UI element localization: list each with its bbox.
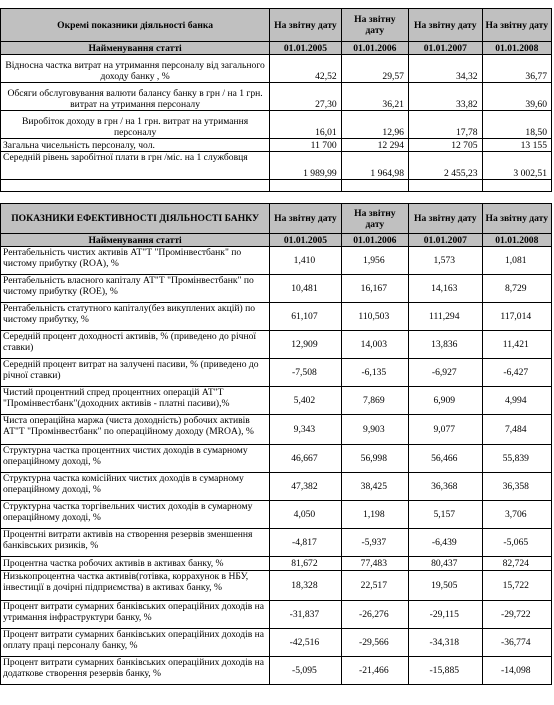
cell-value: 82,724	[482, 557, 551, 571]
table-row	[1, 473, 552, 501]
cell-value: 9,903	[341, 415, 408, 445]
column-header: На звітну дату	[482, 204, 551, 234]
cell-value: 3 002,51	[482, 152, 551, 180]
cell-value: 22,517	[341, 571, 408, 601]
table-row	[1, 111, 552, 139]
cell-value: 4,050	[270, 501, 342, 529]
cell-value: 9,343	[270, 415, 342, 445]
cell-value: 81,672	[270, 557, 342, 571]
cell-value: -6,427	[482, 359, 551, 387]
row-label: Процент витрати сумарних банківських операційних доходів на утримання інфраструктури банку, %	[1, 601, 270, 629]
row-label: Рентабельність статутного капіталу(без викуплених акцій) по чистому прибутку, %	[1, 303, 270, 331]
row-label: Чистий процентний спред процентних операцій АТ"Т "Промінвестбанк"(доходних активів - платні пасиви),%	[1, 387, 270, 415]
table-subheader-row	[1, 234, 552, 247]
cell-value: 36,358	[482, 473, 551, 501]
cell-value: 11,421	[482, 331, 551, 359]
row-label: Процент витрати сумарних банківських операційних доходів на оплату праці персоналу банку, %	[1, 629, 270, 657]
cell-value: 2 455,23	[408, 152, 482, 180]
table-row	[1, 657, 552, 685]
cell-value: 42,52	[270, 55, 342, 83]
row-label: Процент витрати сумарних банківських операційних доходів на додаткове створення резервів банку, %	[1, 657, 270, 685]
row-label: Середній процент доходності активів, % (приведено до річної ставки)	[1, 331, 270, 359]
cell-value: 47,382	[270, 473, 342, 501]
date-header: 01.01.2007	[408, 234, 482, 247]
cell-value: -36,774	[482, 629, 551, 657]
row-label: Структурна частка комісійних чистих доходів в сумарному операційному доході, %	[1, 473, 270, 501]
row-label: Відносна частка витрат на утримання персоналу від загального доходу банку , %	[1, 55, 270, 83]
cell-value: 5,402	[270, 387, 342, 415]
table-row	[1, 557, 552, 571]
table-header-row	[1, 204, 552, 234]
cell-value: 1,573	[408, 247, 482, 275]
date-header: 01.01.2008	[482, 234, 551, 247]
cell-value: 1,410	[270, 247, 342, 275]
cell-value: -34,318	[408, 629, 482, 657]
table-header-row	[1, 9, 552, 42]
cell-value: 13 155	[482, 139, 551, 152]
table-row	[1, 501, 552, 529]
cell-value: 12,96	[341, 111, 408, 139]
cell-value: 8,729	[482, 275, 551, 303]
row-label: Обсяги обслуговування валюти балансу банку в грн / на 1 грн. витрат на утримання персоналу	[1, 83, 270, 111]
cell-value: 19,505	[408, 571, 482, 601]
row-label: Середній рівень заробітної плати в грн /міс. на 1 службовця	[1, 152, 270, 180]
date-header: 01.01.2007	[408, 42, 482, 55]
cell-value: 15,722	[482, 571, 551, 601]
cell-value: 117,014	[482, 303, 551, 331]
cell-value: 7,484	[482, 415, 551, 445]
table-row	[1, 529, 552, 557]
cell-value: -6,927	[408, 359, 482, 387]
table-row	[1, 303, 552, 331]
table-title: Окремі показники діяльності банка	[1, 9, 270, 42]
cell-value: 16,167	[341, 275, 408, 303]
cell-value: 77,483	[341, 557, 408, 571]
table-row	[1, 83, 552, 111]
cell-value: -29,722	[482, 601, 551, 629]
column-header: На звітну дату	[482, 9, 551, 42]
cell-value: 11 700	[270, 139, 342, 152]
cell-value: -4,817	[270, 529, 342, 557]
cell-value: -6,439	[408, 529, 482, 557]
cell-value: -31,837	[270, 601, 342, 629]
cell-value: -6,135	[341, 359, 408, 387]
date-header: 01.01.2005	[270, 234, 342, 247]
cell-value: 18,50	[482, 111, 551, 139]
cell-value: 3,706	[482, 501, 551, 529]
table-row	[1, 387, 552, 415]
cell-value: 12 705	[408, 139, 482, 152]
cell-value: 12 294	[341, 139, 408, 152]
cell-value: 56,466	[408, 445, 482, 473]
cell-value: 9,077	[408, 415, 482, 445]
row-label: Процентні витрати активів на створення резервів зменшення банківських ризиків, %	[1, 529, 270, 557]
table-row	[1, 139, 552, 152]
row-label: Загальна чисельність персоналу, чол.	[1, 139, 270, 152]
cell-value: -29,115	[408, 601, 482, 629]
table-row	[1, 601, 552, 629]
cell-value: 12,909	[270, 331, 342, 359]
table-row	[1, 445, 552, 473]
cell-value: 7,869	[341, 387, 408, 415]
table-row	[1, 55, 552, 83]
statement-label-header: Найменування статті	[1, 234, 270, 247]
cell-value: 1 989,99	[270, 152, 342, 180]
empty-row	[1, 180, 552, 192]
cell-value: 29,57	[341, 55, 408, 83]
cell-value: 1,081	[482, 247, 551, 275]
date-header: 01.01.2005	[270, 42, 342, 55]
column-header: На звітну дату	[341, 9, 408, 42]
cell-value: 36,21	[341, 83, 408, 111]
table-row	[1, 331, 552, 359]
row-label: Чиста операційна маржа (чиста доходність) робочих активів АТ"Т "Промінвестбанк" по операційному доходу (MROA), %	[1, 415, 270, 445]
table-row	[1, 571, 552, 601]
row-label: Структурна частка торгівельних чистих доходів в сумарному операційному доході, %	[1, 501, 270, 529]
table-row	[1, 629, 552, 657]
cell-value: 13,836	[408, 331, 482, 359]
cell-value: -29,566	[341, 629, 408, 657]
cell-value: 17,78	[408, 111, 482, 139]
table-row	[1, 415, 552, 445]
row-label: Низькопроцентна частка активів(готівка, коррахунок в НБУ, інвестиції в дочірні підприємства) в активах банку, %	[1, 571, 270, 601]
row-label: Виробіток доходу в грн / на 1 грн. витрат на утримання персоналу	[1, 111, 270, 139]
row-label: Середній процент витрат на залучені пасиви, % (приведено до річної ставки)	[1, 359, 270, 387]
table-row	[1, 247, 552, 275]
table-row	[1, 275, 552, 303]
cell-value: 36,77	[482, 55, 551, 83]
cell-value: 1,198	[341, 501, 408, 529]
cell-value: -5,095	[270, 657, 342, 685]
cell-value: 1,956	[341, 247, 408, 275]
cell-value: -26,276	[341, 601, 408, 629]
cell-value: 18,328	[270, 571, 342, 601]
cell-value: 39,60	[482, 83, 551, 111]
row-label: Рентабельність чистих активів АТ"Т "Промінвестбанк" по чистому прибутку (ROA), %	[1, 247, 270, 275]
cell-value: 27,30	[270, 83, 342, 111]
cell-value: 38,425	[341, 473, 408, 501]
cell-value: 14,003	[341, 331, 408, 359]
cell-value: 46,667	[270, 445, 342, 473]
cell-value: -14,098	[482, 657, 551, 685]
table-subheader-row	[1, 42, 552, 55]
table-title: ПОКАЗНИКИ ЕФЕКТИВНОСТІ ДІЯЛЬНОСТІ БАНКУ	[1, 204, 270, 234]
cell-value: 16,01	[270, 111, 342, 139]
cell-value: 55,839	[482, 445, 551, 473]
cell-value: -15,885	[408, 657, 482, 685]
date-header: 01.01.2008	[482, 42, 551, 55]
cell-value: 111,294	[408, 303, 482, 331]
cell-value: -7,508	[270, 359, 342, 387]
date-header: 01.01.2006	[341, 234, 408, 247]
cell-value: -42,516	[270, 629, 342, 657]
column-header: На звітну дату	[408, 9, 482, 42]
column-header: На звітну дату	[341, 204, 408, 234]
cell-value: 14,163	[408, 275, 482, 303]
column-header: На звітну дату	[270, 204, 342, 234]
column-header: На звітну дату	[408, 204, 482, 234]
cell-value: 5,157	[408, 501, 482, 529]
cell-value: 110,503	[341, 303, 408, 331]
cell-value: -5,937	[341, 529, 408, 557]
row-label: Процентна частка робочих активів в активах банку, %	[1, 557, 270, 571]
cell-value: 4,994	[482, 387, 551, 415]
cell-value: 6,909	[408, 387, 482, 415]
table-row	[1, 359, 552, 387]
cell-value: 34,32	[408, 55, 482, 83]
date-header: 01.01.2006	[341, 42, 408, 55]
column-header: На звітну дату	[270, 9, 342, 42]
row-label: Структурна частка процентних чистих доходів в сумарному операційному доході, %	[1, 445, 270, 473]
table-row	[1, 152, 552, 180]
cell-value: -21,466	[341, 657, 408, 685]
cell-value: 56,998	[341, 445, 408, 473]
cell-value: 1 964,98	[341, 152, 408, 180]
efficiency-indicators-table	[0, 203, 552, 685]
row-label: Рентабельність власного капіталу АТ"Т "Промінвестбанк" по чистому прибутку (ROE), %	[1, 275, 270, 303]
cell-value: 33,82	[408, 83, 482, 111]
statement-label-header: Найменування статті	[1, 42, 270, 55]
cell-value: 10,481	[270, 275, 342, 303]
cell-value: 36,368	[408, 473, 482, 501]
cell-value: -5,065	[482, 529, 551, 557]
bank-indicators-table	[0, 8, 552, 192]
cell-value: 61,107	[270, 303, 342, 331]
cell-value: 80,437	[408, 557, 482, 571]
